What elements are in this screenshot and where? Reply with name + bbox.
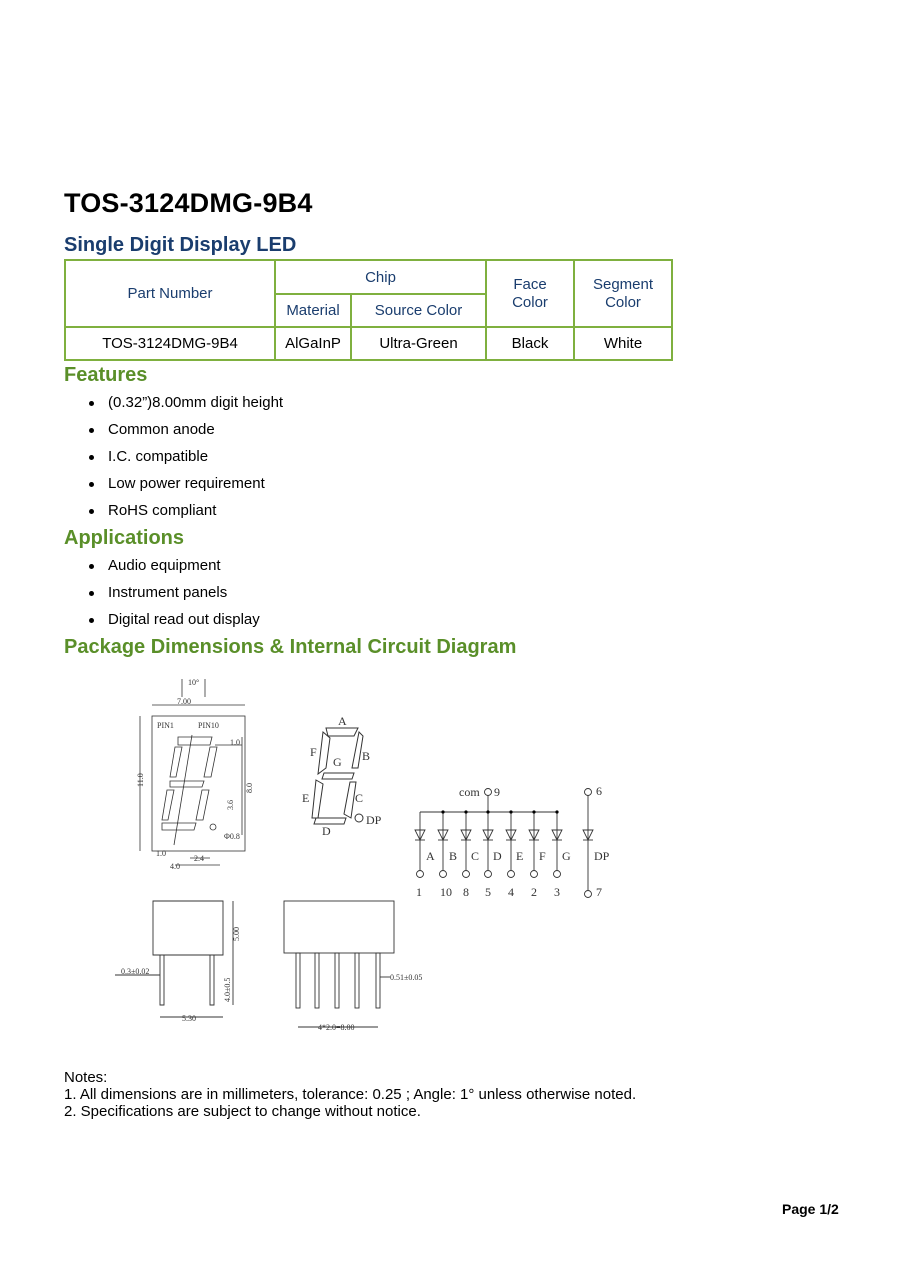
- dim-pin10: PIN10: [198, 721, 219, 730]
- dim-pin-width: 0.3±0.02: [121, 967, 150, 976]
- circuit-seg-e: E: [516, 849, 524, 863]
- seg-g-label: G: [333, 755, 342, 769]
- list-item: Instrument panels: [86, 584, 260, 611]
- circuit-seg-d: D: [493, 849, 502, 863]
- list-item: Digital read out display: [86, 611, 260, 638]
- face-color-label: Face Color: [512, 275, 548, 311]
- pin-view-drawing: [280, 895, 440, 1040]
- circuit-pin-10: 10: [440, 885, 452, 899]
- notes-line-1: 1. All dimensions are in millimeters, tolerance: 0.25 ; Angle: 1° unless otherwise noted.: [64, 1086, 637, 1103]
- side-view-drawing: [115, 895, 245, 1025]
- cell-source-color: Ultra-Green: [351, 327, 486, 360]
- dim-top-offset: 1.0: [230, 738, 240, 747]
- circuit-pin-1: 1: [416, 885, 422, 899]
- list-item: Audio equipment: [86, 557, 260, 584]
- seg-c-label: C: [355, 791, 364, 805]
- notes-heading: Notes:: [64, 1069, 108, 1086]
- segment-map-drawing: [298, 710, 388, 840]
- dim-bottom-1: 1.0: [156, 849, 166, 858]
- page-number: [782, 1201, 839, 1217]
- circuit-pin-5: 5: [485, 885, 491, 899]
- dim-digit-height: 8.0: [245, 783, 254, 793]
- dim-bottom-24: 2.4: [194, 854, 204, 863]
- dim-dp-dia: Φ0.8: [224, 832, 240, 841]
- circuit-pin-8: 8: [463, 885, 469, 899]
- dim-pin-dia: 0.51±0.05: [390, 973, 423, 982]
- circuit-pin-3: 3: [554, 885, 560, 899]
- dim-bottom-4: 4.0: [170, 862, 180, 871]
- applications-heading: Applications: [64, 527, 185, 549]
- segment-color-label: Segment Color: [592, 275, 654, 311]
- circuit-pin-4: 4: [508, 885, 514, 899]
- dim-width: 7.00: [177, 697, 191, 706]
- list-item: I.C. compatible: [86, 448, 283, 475]
- dim-pin1: PIN1: [157, 721, 174, 730]
- features-list: [86, 394, 283, 529]
- notes-block: [64, 1069, 636, 1120]
- circuit-diagram: [410, 780, 620, 905]
- list-item: (0.32”)8.00mm digit height: [86, 394, 283, 421]
- dim-pin-length: 4.0±0.5: [223, 977, 232, 1002]
- dim-side-height: 5.00: [232, 927, 241, 941]
- seg-a-label: A: [338, 714, 347, 728]
- notes-line-2: 2. Specifications are subject to change without notice.: [64, 1103, 421, 1120]
- spec-table: [64, 259, 673, 361]
- applications-list: [86, 557, 260, 638]
- dim-pitch: 4*2.0=8.00: [318, 1023, 355, 1032]
- circuit-seg-c: C: [471, 849, 480, 863]
- document-subtitle: Single Digit Display LED: [64, 234, 297, 256]
- face-color-header: [486, 260, 574, 327]
- circuit-pin-2: 2: [531, 885, 537, 899]
- page-label: Page: [782, 1201, 816, 1217]
- dim-angle: 10°: [188, 678, 200, 687]
- circuit-seg-b: B: [449, 849, 458, 863]
- dim-height: 11.0: [136, 773, 145, 787]
- document-title: TOS-3124DMG-9B4: [64, 188, 313, 218]
- dim-depth: 5.30: [182, 1014, 196, 1023]
- seg-dp-label: DP: [366, 813, 382, 827]
- material-header: Material: [275, 294, 351, 327]
- circuit-seg-g: G: [562, 849, 571, 863]
- cell-material: AlGaInP: [275, 327, 351, 360]
- segment-color-header: [574, 260, 672, 327]
- chip-header: Chip: [275, 260, 486, 294]
- list-item: Low power requirement: [86, 475, 283, 502]
- dim-mid: 3.6: [226, 800, 235, 810]
- list-item: RoHS compliant: [86, 502, 283, 529]
- features-heading: Features: [64, 364, 148, 386]
- seg-e-label: E: [302, 791, 310, 805]
- cell-face-color: Black: [486, 327, 574, 360]
- package-heading: Package Dimensions & Internal Circuit Diagram: [64, 636, 517, 658]
- circuit-dp-bottom-pin: 7: [596, 885, 602, 899]
- circuit-seg-f: F: [539, 849, 546, 863]
- circuit-dp-label: DP: [594, 849, 610, 863]
- list-item: Common anode: [86, 421, 283, 448]
- seg-b-label: B: [362, 749, 371, 763]
- front-view-drawing: [130, 675, 270, 885]
- source-color-header: Source Color: [351, 294, 486, 327]
- cell-part-number: TOS-3124DMG-9B4: [65, 327, 275, 360]
- part-number-header: Part Number: [65, 260, 275, 327]
- circuit-seg-a: A: [426, 849, 435, 863]
- seg-f-label: F: [310, 745, 317, 759]
- cell-segment-color: White: [574, 327, 672, 360]
- circuit-dp-top-pin: 6: [596, 784, 602, 798]
- circuit-com-pin: 9: [494, 785, 500, 799]
- seg-d-label: D: [322, 824, 331, 838]
- page-value: 1/2: [819, 1201, 839, 1217]
- circuit-com-label: com: [459, 785, 480, 799]
